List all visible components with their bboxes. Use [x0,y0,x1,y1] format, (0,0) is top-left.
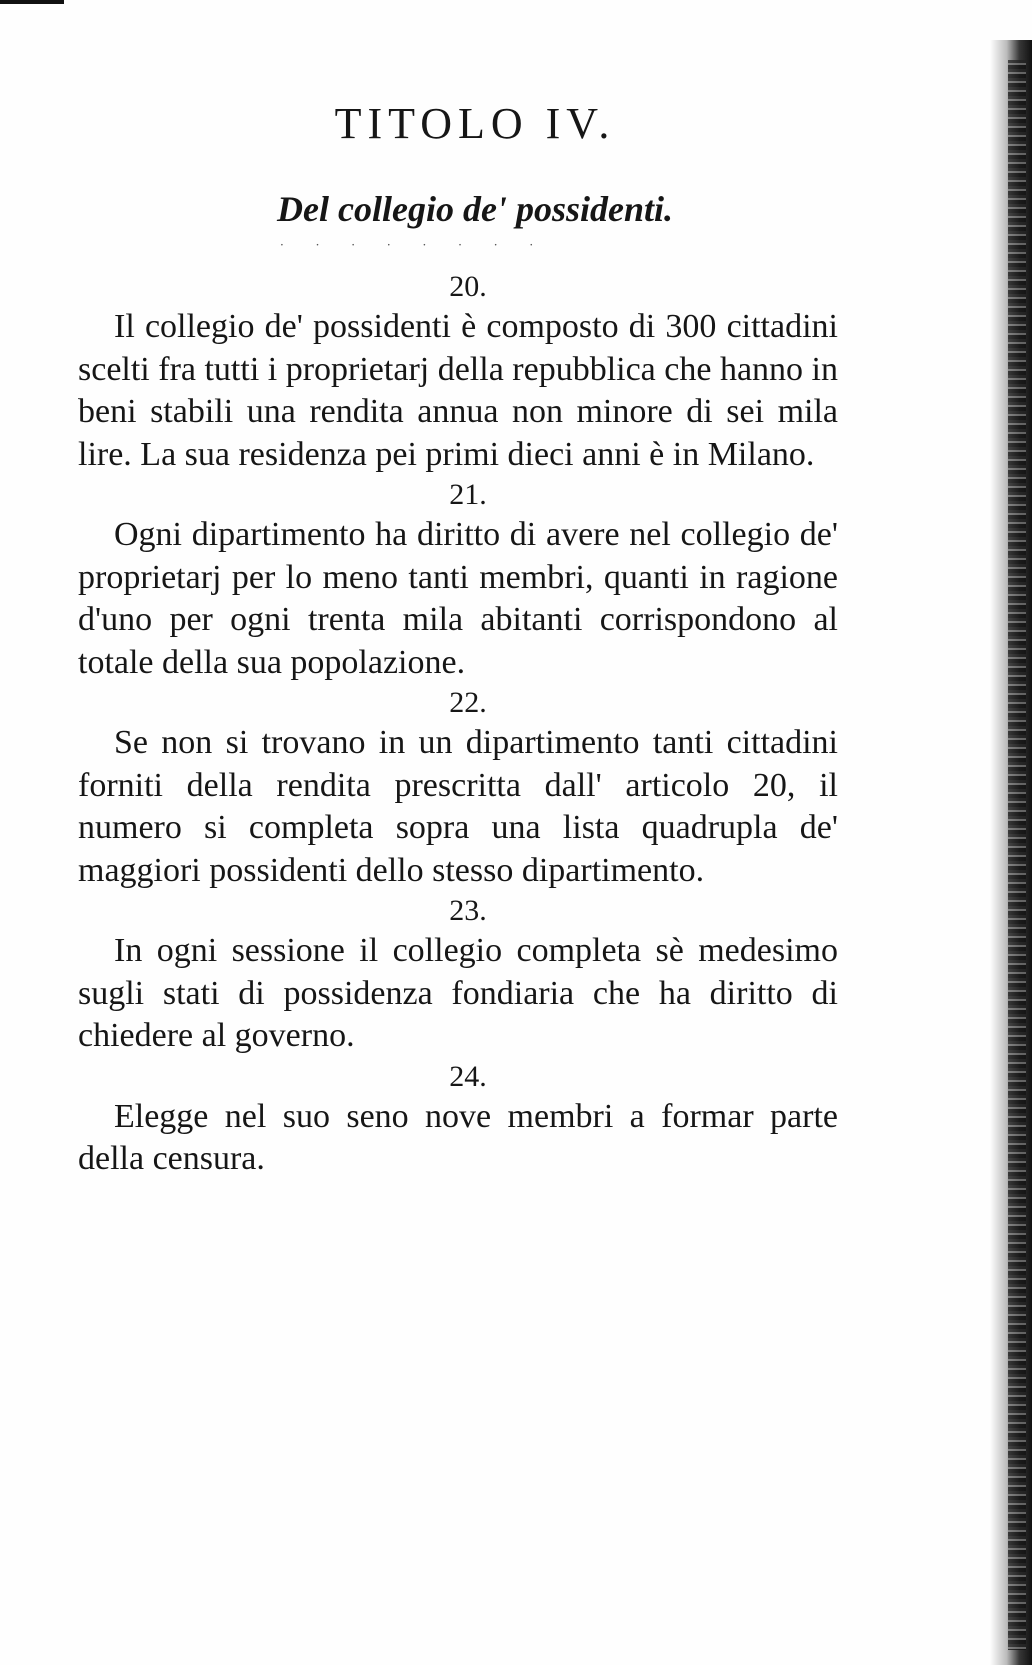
article-text: Elegge nel suo seno nove membri a formar parte della censura. [78,1097,838,1177]
scan-edge-mark [0,0,64,4]
article-24 [78,1058,838,1181]
page-title: TITOLO IV. [334,99,616,148]
decorative-rule: · · · · · · · · [280,238,548,252]
article-text: Se non si trovano in un dipartimento tanti cittadini forniti della rendita prescritta dall' articolo 20, il numero si completa sopra una lista quadrupla de' maggiori possidenti dello stesso dipartimento. [78,724,838,889]
article-22 [78,684,838,892]
article-text: Ogni dipartimento ha diritto di avere nel collegio de' proprietarj per lo meno tanti membri, quanti in ragione d'uno per ogni trenta mila abitanti corrispondono al totale della sua popolazione. [78,516,838,681]
article-text: Il collegio de' possidenti è composto di 300 cittadini scelti fra tutti i proprietarj della repubblica che hanno in beni stabili una rendita annua non minore di sei mila lire. La sua residenza pei primi dieci anni è in Milano. [78,308,838,473]
articles-body [78,268,838,1181]
article-number: 24. [449,1059,487,1093]
article-21 [78,476,838,684]
article-20 [78,268,838,476]
article-23 [78,892,838,1058]
article-number: 20. [449,270,487,303]
article-text: In ogni sessione il collegio completa sè medesimo sugli stati di possidenza fondiaria che ha diritto di chiedere al governo. [78,932,838,1054]
article-number: 21. [449,478,487,511]
book-spine-edge [1008,60,1026,1650]
article-number: 22. [449,686,487,719]
article-number: 23. [449,894,487,927]
section-subtitle: Del collegio de' possidenti. [277,189,673,229]
